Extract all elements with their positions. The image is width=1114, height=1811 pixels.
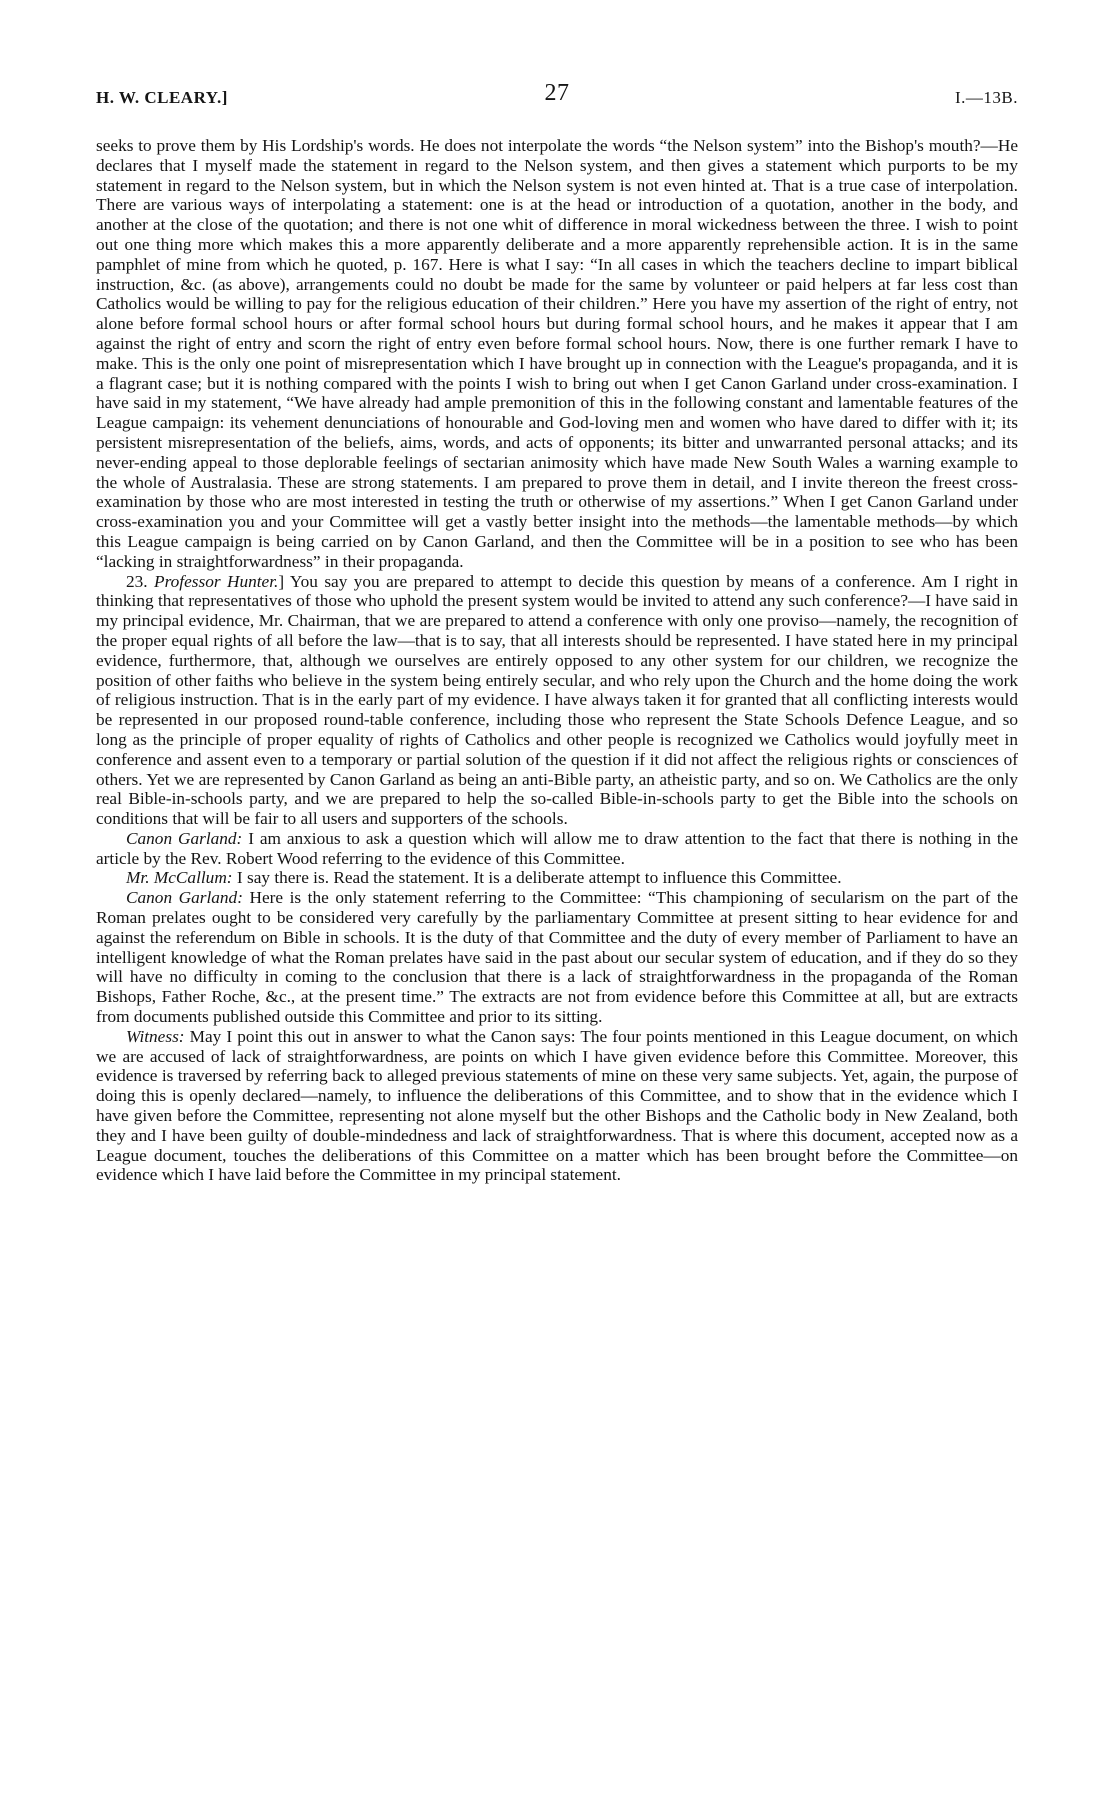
paragraph-text: I say there is. Read the statement. It is a deliberate attempt to influence this Committee. bbox=[236, 868, 842, 888]
paragraph-text: seeks to prove them by His Lordship's words. He does not interpolate the words “the Nelson system” into the Bishop's mouth?—He declares that I myself made the statement in regard to the Nelson system, and then gives a statement which purports to be my statement in regard to the Nelson system, but in which the Nelson system is not even hinted at. That is a true case of interpolation. There are various ways of interpolating a statement: one is at the head or introduction of a quotation, another in the body, and another at the close of the quotation; and there is not one whit of difference in moral wickedness between the three. I wish to point out one thing more which makes this a more apparently deliberate and a more apparently reprehensible action. It is in the same pamphlet of mine from which he quoted, p. 167. Here is what I say: “In all cases in which the teachers decline to impart biblical instruction, &c. (as above), arrangements could no doubt be made for the same by volunteer or paid helpers at far less cost than Catholics would be willing to pay for the religious education of their children.” Here you have my assertion of the right of entry, not alone before formal school hours or after formal school hours but during formal school hours, and he makes it appear that I am against the right of entry and scorn the right of entry even before formal school hours. Now, there is one further remark I have to make. This is the only one point of misrepresentation which I have brought up in connection with the League's propaganda, and it is a flagrant case; but it is nothing compared with the points I wish to bring out when I get Canon Garland under cross-examination. I have said in my statement, “We have already had ample premonition of this in the following constant and lamentable features of the League campaign: its vehement denunciations of honourable and God-loving men and women who have dared to differ with it; its persistent misrepresentation of the beliefs, aims, words, and acts of opponents; its bitter and unwarranted personal attacks; and its never-ending appeal to those deplorable feelings of sectarian animosity which have made New South Wales a warning example to the whole of Australasia. These are strong statements. I am prepared to prove them in detail, and I invite thereon the freest cross-examination by those who are most interested in testing the truth or otherwise of my assertions.” When I get Canon Garland under cross-examination you and your Committee will get a vastly better insight into the methods—the lamentable methods—by which this League campaign is being carried on by Canon Garland, and then the Committee will be in a position to see who has been “lacking in straightforwardness” in their propaganda. bbox=[96, 136, 1018, 571]
speaker-suffix: ] bbox=[278, 571, 290, 591]
document-reference: I.—13B. bbox=[955, 88, 1018, 107]
paragraph bbox=[96, 136, 1018, 572]
header-author: H. W. CLEARY.] bbox=[96, 88, 228, 107]
paragraph bbox=[96, 888, 1018, 1027]
speaker-name: Professor Hunter. bbox=[154, 571, 279, 591]
paragraph bbox=[96, 829, 1018, 869]
question-number: 23. bbox=[126, 571, 155, 591]
speaker-name: Canon Garland: bbox=[126, 828, 243, 848]
speaker-name: Canon Garland: bbox=[126, 888, 243, 908]
paragraph-text: Here is the only statement referring to the Committee: “This championing of secularism on the part of the Roman prelates ought to be considered very carefully by the parliamentary Committee at present sitting to hear evidence for and against the referendum on Bible in schools. It is the duty of that Committee and the duty of every member of Parliament to have an intelligent knowledge of what the Roman prelates have said in the past about our secular system of education, and if they do so they will have no difficulty in coming to the conclusion that there is a lack of straightforwardness in the propaganda of the Roman Bishops, Father Roche, &c., at the present time.” The extracts are not from evidence before this Committee at all, but are extracts from documents published outside this Committee and prior to its sitting. bbox=[96, 888, 1019, 1027]
paragraph bbox=[96, 572, 1018, 829]
paragraph bbox=[96, 1027, 1018, 1185]
paragraph-text: I am anxious to ask a question which will allow me to draw attention to the fact that there is nothing in the article by the Rev. Robert Wood referring to the evidence of this Committee. bbox=[96, 828, 1018, 868]
speaker-name: Mr. McCallum: bbox=[126, 868, 233, 888]
paragraph-text: May I point this out in answer to what the Canon says: The four points mentioned in this League document, on which we are accused of lack of straightforwardness, are points on which I have given evidence before this Committee. Moreover, this evidence is traversed by referring back to alleged previous statements of mine on these very same subjects. Yet, again, the purpose of doing this is openly declared—namely, to influence the deliberations of this Committee, and to show that in the evidence which I have given before the Committee, representing not alone myself but the other Bishops and the Catholic body in New Zealand, both they and I have been guilty of double-mindedness and lack of straightforwardness. That is where this document, accepted now as a League document, touches the deliberations of this Committee on a matter which has been brought before the Committee—on evidence which I have laid before the Committee in my principal statement. bbox=[96, 1026, 1018, 1185]
body-text bbox=[96, 136, 1018, 1185]
paragraph bbox=[96, 868, 1018, 888]
page-number: 27 bbox=[544, 80, 570, 106]
page-header bbox=[96, 80, 1018, 114]
speaker-name: Witness: bbox=[126, 1026, 185, 1046]
paragraph-text: You say you are prepared to attempt to decide this question by means of a conference. Am I right in thinking that representatives of those who uphold the present system would be invited to attend any such conference?—I have said in my principal evidence, Mr. Chairman, that we are prepared to attend a conference with only one proviso—namely, the recognition of the proper equal rights of all before the law—that is to say, that all interests should be represented. I have stated here in my principal evidence, furthermore, that, although we ourselves are entirely opposed to any other system for our children, we recognize the position of other faiths who believe in the system being entirely secular, and who rely upon the Church and the home doing the work of religious instruction. That is in the early part of my evidence. I have always taken it for granted that all conflicting interests would be represented in our proposed round-table conference, including those who represent the State Schools Defence League, and so long as the principle of proper equality of rights of Catholics and other people is recognized we Catholics would joyfully meet in conference and assent even to a temporary or partial solution of the question if it did not affect the religious rights or consciences of others. Yet we are represented by Canon Garland as being an anti-Bible party, an atheistic party, and so on. We Catholics are the only real Bible-in-schools party, and we are prepared to help the so-called Bible-in-schools party to get the Bible into the schools on conditions that will be fair to all users and supporters of the schools. bbox=[96, 571, 1018, 829]
